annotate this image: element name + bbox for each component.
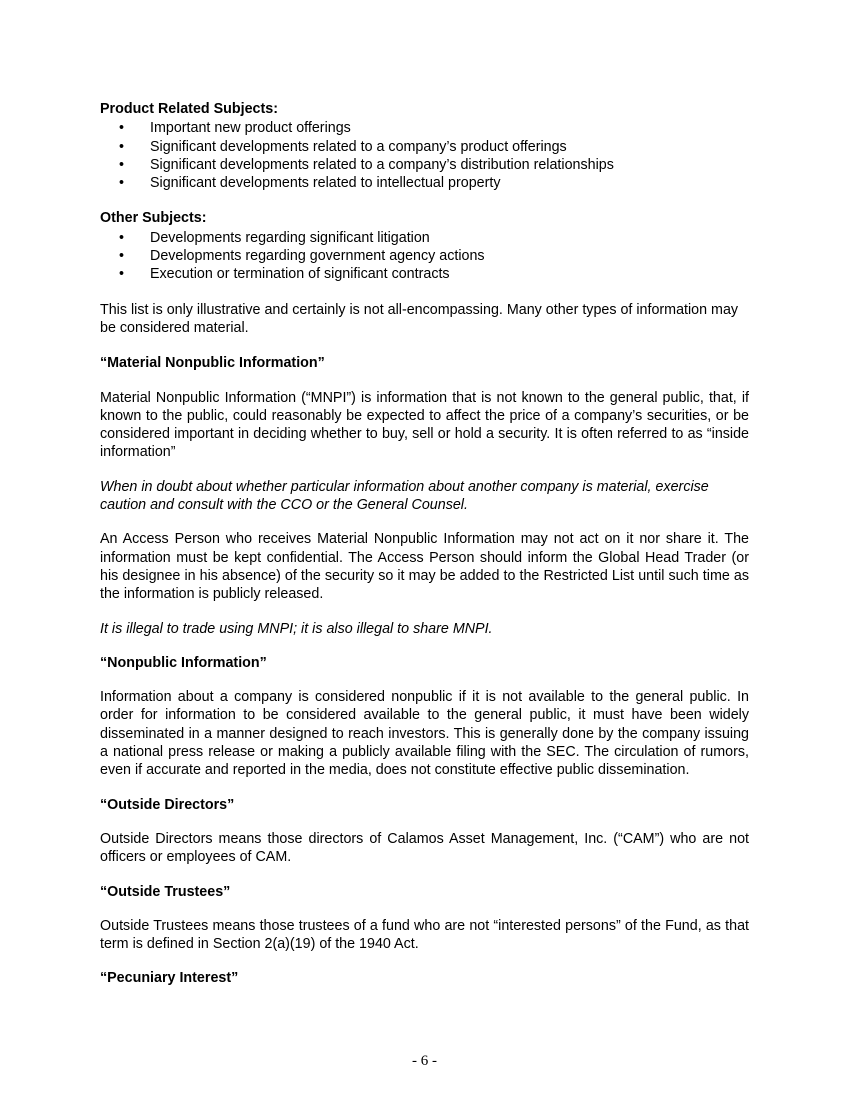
nonpublic-heading: “Nonpublic Information” — [100, 654, 267, 671]
list-item-text: Significant developments related to a company’s product offerings — [150, 138, 567, 155]
list-item-text: Significant developments related to intellectual property — [150, 175, 501, 192]
bullet-icon: • — [119, 175, 125, 192]
list-item — [100, 119, 749, 137]
product-subjects-heading: Product Related Subjects: — [100, 101, 278, 117]
list-item-text: Significant developments related to a company’s distribution relationships — [150, 156, 614, 173]
list-item — [100, 138, 749, 156]
outside-trustees-definition: Outside Trustees means those trustees of a fund who are not “interested persons” of the Fund, as that term is defined in Section 2(a)(19) of the 1940 Act. — [100, 917, 749, 953]
outside-directors-definition: Outside Directors means those directors of Calamos Asset Management, Inc. (“CAM”) who are not officers or employees of CAM. — [100, 830, 749, 866]
bullet-icon: • — [119, 248, 125, 265]
nonpublic-definition: Information about a company is considered nonpublic if it is not available to the general public. In order for information to be considered available to the general public, it must have been widely disseminated in a manner designed to reach investors. This is generally done by the company issuing a national press release or making a publicly available filing with the SEC. The circulation of rumors, even if accurate and reported in the media, does not constitute effective public dissemination. — [100, 689, 749, 779]
product-subjects-list — [100, 119, 749, 192]
list-item-text: Developments regarding significant litigation — [150, 229, 430, 246]
document-body — [100, 100, 749, 988]
list-item — [100, 265, 749, 283]
illustrative-note: This list is only illustrative and certainly is not all-encompassing. Many other types of information may be considered material. — [100, 301, 739, 336]
bullet-icon: • — [119, 138, 125, 155]
mnpi-definition: Material Nonpublic Information (“MNPI”) is information that is not known to the general public, that, if known to the public, could reasonably be expected to affect the price of a company’s securities, or be considered important in deciding whether to buy, sell or hold a security. It is often referred to as “inside information” — [100, 389, 749, 461]
list-item-text: Developments regarding government agency actions — [150, 248, 485, 265]
list-item — [100, 156, 749, 174]
access-person-paragraph: An Access Person who receives Material Nonpublic Information may not act on it nor share it. The information must be kept confidential. The Access Person should inform the Global Head Trader (or his designee in his absence) of the security so it may be added to the Restricted List until such time as the information is publicly released. — [100, 531, 749, 603]
outside-trustees-heading: “Outside Trustees” — [100, 883, 231, 900]
list-item-text: Important new product offerings — [150, 120, 351, 137]
list-item — [100, 174, 749, 192]
list-item — [100, 229, 749, 247]
outside-directors-heading: “Outside Directors” — [100, 796, 235, 813]
bullet-icon: • — [119, 120, 125, 137]
bullet-icon: • — [119, 229, 125, 246]
pecuniary-interest-heading: “Pecuniary Interest” — [100, 970, 239, 987]
list-item-text: Execution or termination of significant contracts — [150, 266, 450, 283]
other-subjects-list — [100, 229, 749, 284]
bullet-icon: • — [119, 266, 125, 283]
mnpi-illegal-notice: It is illegal to trade using MNPI; it is also illegal to share MNPI. — [100, 620, 493, 637]
list-item — [100, 247, 749, 265]
page-number: - 6 - — [412, 1053, 437, 1069]
other-subjects-heading: Other Subjects: — [100, 210, 207, 227]
mnpi-caution: When in doubt about whether particular information about another company is material, exercise caution and consult with the CCO or the General Counsel. — [100, 478, 709, 514]
bullet-icon: • — [119, 156, 125, 173]
mnpi-heading: “Material Nonpublic Information” — [100, 355, 325, 372]
